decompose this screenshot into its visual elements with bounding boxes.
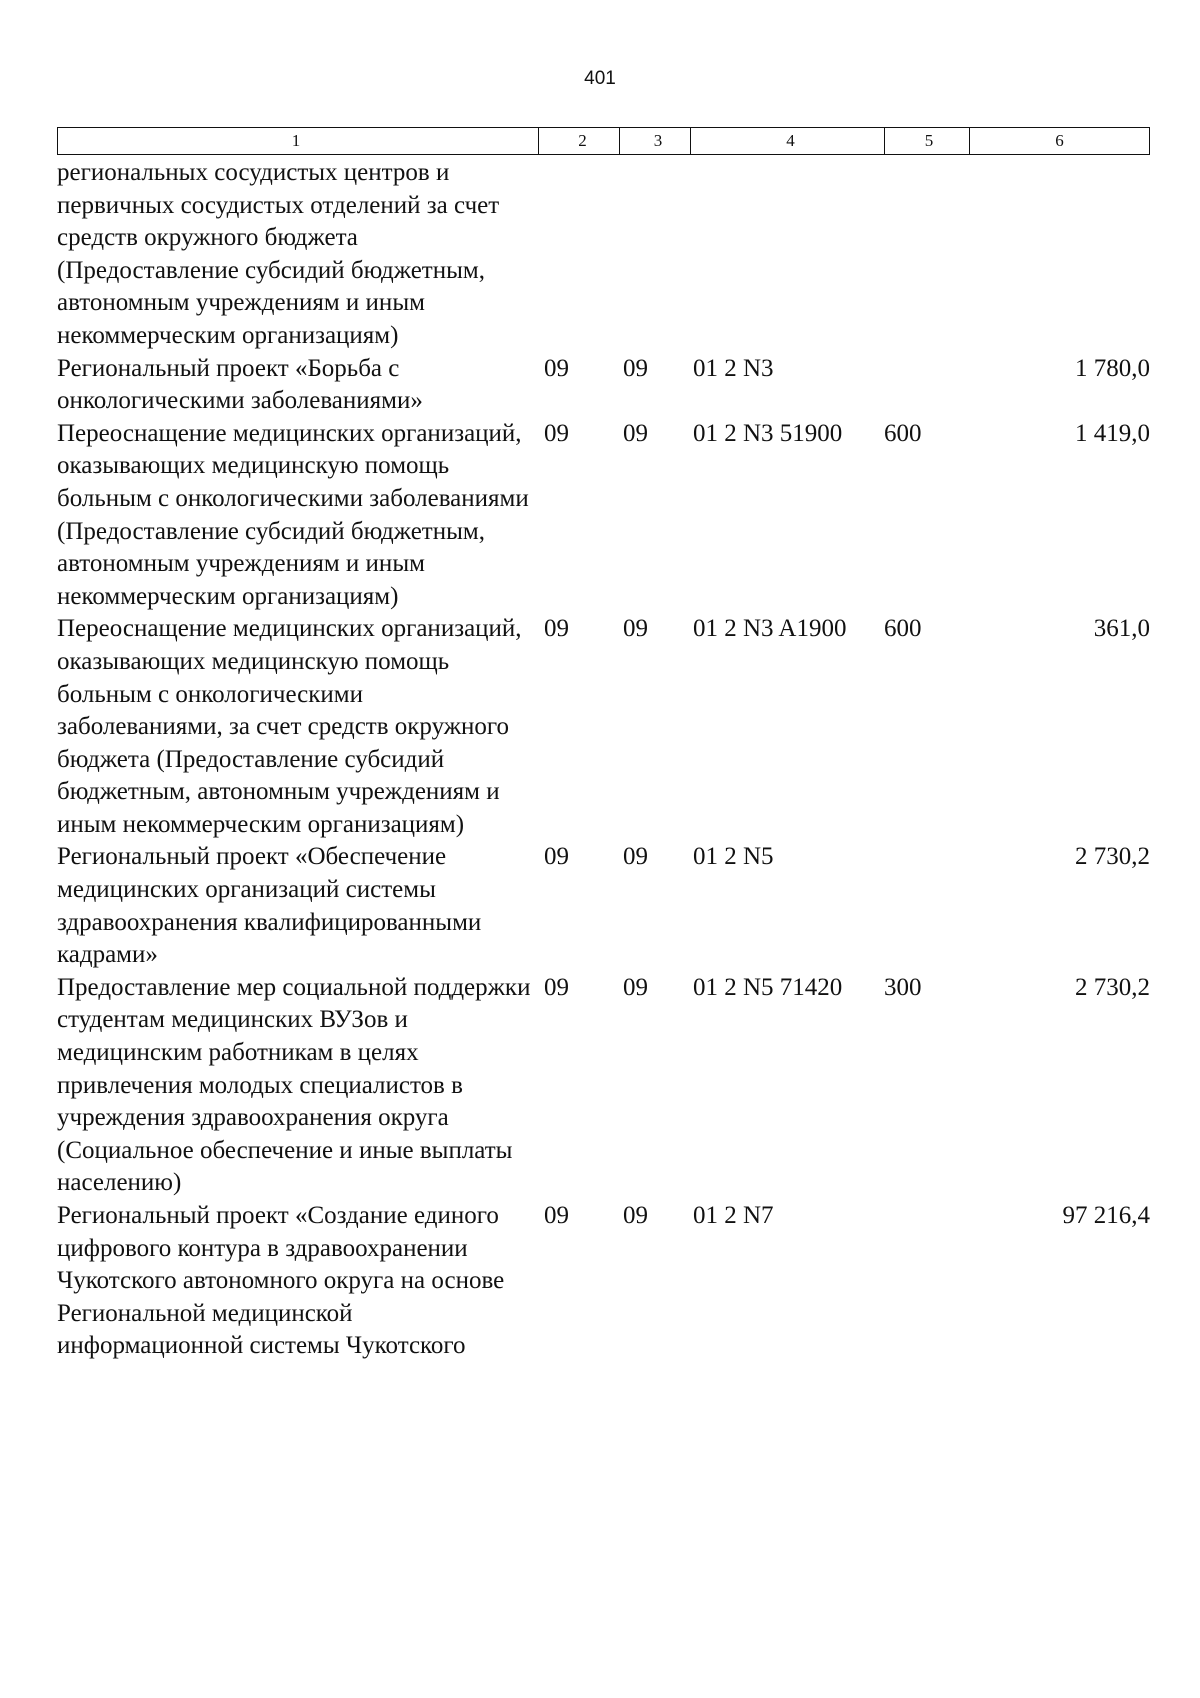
row-target-article: 01 2 N5 71420: [693, 973, 843, 1001]
row-section: 09: [544, 354, 569, 382]
row-target-article: 01 2 N7: [693, 1202, 774, 1229]
row-name: Предоставление мер социальной поддержки студентам медицинских ВУЗов и медицинским работникам в целях привлечения молодых специалистов в учреждения здравоохранения округа (Социальное обеспечение и иные выплаты населению): [57, 973, 531, 1197]
table-row: [57, 353, 1150, 418]
row-amount: 361,0: [1093, 615, 1150, 643]
row-amount: 97 216,4: [1062, 1202, 1150, 1229]
row-name: Переоснащение медицинских организаций, оказывающих медицинскую помощь больным с онкологическими заболеваниями (Предоставление субсидий бюджетным, автономным учреждениям и иным некоммерческим организациям): [57, 419, 529, 610]
row-subsection: 09: [623, 615, 648, 643]
row-name: Переоснащение медицинских организаций, оказывающих медицинскую помощь больным с онкологическими заболеваниями, за счет средств окружного бюджета (Предоставление субсидий бюджетным, автономным учреждениям и иным некоммерческим организациям): [57, 615, 522, 838]
row-subsection: 09: [623, 973, 648, 1001]
header-col-6: 6: [970, 128, 1150, 155]
table-row: [57, 418, 1150, 614]
row-target-article: 01 2 N3: [693, 354, 774, 382]
row-section: 09: [544, 615, 569, 643]
table-row: [57, 157, 1150, 353]
row-target-article: 01 2 N3 51900: [693, 419, 843, 447]
row-name: Региональный проект «Борьба с онкологическими заболеваниями»: [57, 354, 423, 415]
row-section: 09: [544, 419, 569, 447]
row-amount: 1 780,0: [1075, 354, 1150, 382]
row-amount: [964, 157, 1150, 353]
row-amount: 2 730,2: [1075, 973, 1150, 1001]
row-name: Региональный проект «Обеспечение медицинских организаций системы здравоохранения квалифицированными кадрами»: [57, 843, 482, 969]
row-expense-type: 600: [884, 615, 922, 643]
row-name: региональных сосудистых центров и первичных сосудистых отделений за счет средств окружного бюджета (Предоставление субсидий бюджетным, автономным учреждениям и иным некоммерческим организациям): [57, 159, 500, 349]
row-target-article: 01 2 N3 A1900: [693, 615, 847, 643]
header-col-1: 1: [58, 128, 539, 155]
row-amount: 2 730,2: [1075, 843, 1150, 871]
row-subsection: 09: [623, 419, 648, 447]
header-col-5: 5: [885, 128, 970, 155]
column-number-header: [57, 127, 1150, 155]
row-subsection: 09: [623, 1202, 648, 1229]
row-section: [537, 157, 617, 353]
header-col-2: 2: [539, 128, 620, 155]
table-row: [57, 1200, 1150, 1363]
row-expense-type: [880, 841, 964, 971]
row-target-article: [687, 157, 880, 353]
row-subsection: 09: [623, 354, 648, 382]
row-expense-type: [880, 157, 964, 353]
table-row: [57, 841, 1150, 971]
table-row: [57, 613, 1150, 841]
table-row: [57, 972, 1150, 1200]
row-expense-type: [880, 1200, 964, 1363]
row-expense-type: 300: [884, 973, 922, 1001]
row-section: 09: [544, 843, 569, 871]
row-subsection: [617, 157, 687, 353]
row-expense-type: [880, 353, 964, 418]
row-name: Региональный проект «Создание единого цифрового контура в здравоохранении Чукотского автономного округа на основе Региональной медицинской информационной системы Чукотского: [57, 1202, 505, 1360]
budget-table: [57, 157, 1150, 1363]
row-expense-type: 600: [884, 419, 922, 447]
page-number: 401: [584, 68, 616, 89]
row-section: 09: [544, 973, 569, 1001]
row-subsection: 09: [623, 843, 648, 871]
row-section: 09: [544, 1202, 569, 1229]
header-col-3: 3: [620, 128, 691, 155]
row-amount: 1 419,0: [1075, 419, 1150, 447]
row-target-article: 01 2 N5: [693, 843, 774, 871]
header-col-4: 4: [691, 128, 885, 155]
